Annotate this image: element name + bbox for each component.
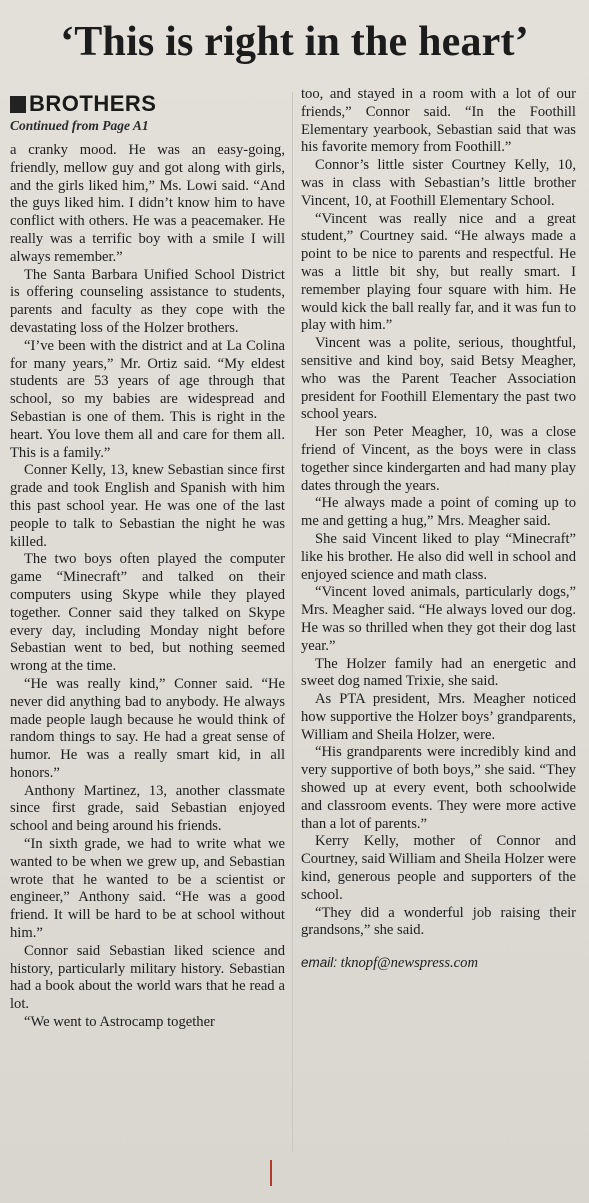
paragraph: Connor’s little sister Courtney Kelly, 10, was in class with Sebastian’s little brother Vincent, 10, at Foothill Elementary School. [301, 157, 576, 209]
paragraph: The Santa Barbara Unified School District is offering counseling assistance to students, parents and faculty as they cope with the devastating loss of the Holzer brothers. [10, 266, 285, 336]
paragraph: “They did a wonderful job raising their grandsons,” she said. [301, 904, 576, 939]
paragraph: “His grandparents were incredibly kind and very supportive of both boys,” she said. “They showed up at every event, both schoolwide and classroom events. They were more active than a lot of parents.” [301, 744, 576, 832]
headline: ‘This is right in the heart’ [60, 19, 529, 65]
paragraph: As PTA president, Mrs. Meagher noticed how supportive the Holzer boys’ grandparents, William and Sheila Holzer, were. [301, 691, 576, 743]
paragraph: “He always made a point of coming up to me and getting a hug,” Mrs. Meagher said. [301, 495, 576, 530]
paragraph: The two boys often played the computer game “Minecraft” and talked on their computers using Skype while they played together. Conner said they talked on Skype every day, including Monday night before Sebastian went to bed, but nothing seemed wrong at the time. [10, 551, 285, 675]
paragraph: She said Vincent liked to play “Minecraft” like his brother. He also did well in school and enjoyed science and math class. [301, 530, 576, 583]
paragraph: too, and stayed in a room with a lot of our friends,” Connor said. “In the Foothill Elementary yearbook, Sebastian said that was his favorite memory from Foothill.” [301, 86, 576, 156]
article-column-right [301, 86, 576, 973]
paragraph: “We went to Astrocamp together [24, 1014, 215, 1031]
author-email-line [301, 954, 576, 973]
column-divider [292, 92, 293, 1152]
section-kicker [10, 92, 285, 116]
paragraph: Conner Kelly, 13, knew Sebastian since first grade and took English and Spanish with him this past school year. He was one of the last people to talk to Sebastian the night he was killed. [10, 462, 285, 550]
email-label: email: [301, 955, 338, 971]
paragraph: “Vincent loved animals, particularly dogs,” Mrs. Meagher said. “He always loved our dog. He was so thrilled when they got their dog last year.” [301, 584, 576, 654]
kicker-square-icon [10, 96, 26, 113]
paragraph: Connor said Sebastian liked science and history, particularly military history. Sebastian had a book about the world wars that he read a lot. [10, 942, 285, 1013]
paper-mark [270, 1160, 272, 1186]
paragraph: Anthony Martinez, 13, another classmate since first grade, said Sebastian enjoyed school and being around his friends. [10, 782, 285, 835]
paragraph: Her son Peter Meagher, 10, was a close friend of Vincent, as the boys were in class together since kindergarten and had many play dates through the years. [301, 424, 576, 494]
paragraph: “Vincent was really nice and a great student,” Courtney said. “He always made a point to be nice to parents and respectful. He was a little bit shy, but really smart. I remember playing four square with him. He would kick the ball really far, and it was fun to play with him.” [301, 210, 576, 334]
email-address: tknopf@newspress.com [340, 955, 478, 972]
paragraph: “In sixth grade, we had to write what we wanted to be when we grew up, and Sebastian wrote that he wanted to be a scientist or engineer,” Anthony said. “He was a good friend. It will be hard to be at school without him.” [10, 836, 285, 942]
paragraph: Vincent was a polite, serious, thoughtful, sensitive and kind boy, said Betsy Meagher, who was the Parent Teacher Association president for Foothill Elementary the past two school years. [301, 335, 576, 423]
paragraph: “I’ve been with the district and at La Colina for many years,” Mr. Ortiz said. “My eldest students are 53 years of age through that school, so my babies are widespread and Sebastian is one of them. This is right in the heart. You love them all and care for them all. This is a family.” [10, 337, 285, 461]
continued-line: Continued from Page A1 [10, 118, 149, 133]
paragraph: The Holzer family had an energetic and sweet dog named Trixie, she said. [301, 655, 576, 690]
article-column-left [10, 90, 285, 1032]
paragraph: a cranky mood. He was an easy-going, friendly, mellow guy and got along with girls, and the girls liked him,” Ms. Lowi said. “And the guys liked him. I didn’t know him to have conflict with others. He was a peacemaker. He really was a terrific boy with a smile I will always remember.” [10, 142, 285, 265]
paragraph: Kerry Kelly, mother of Connor and Courtney, said William and Sheila Holzer were kind, generous people and supporters of the school. [301, 833, 576, 903]
paragraph: “He was really kind,” Conner said. “He never did anything bad to anybody. He always made people laugh because he would think of random things to say. He had a great sense of humor. He was a really smart kid, in all honors.” [10, 675, 285, 781]
kicker-label: BROTHERS [29, 91, 157, 117]
